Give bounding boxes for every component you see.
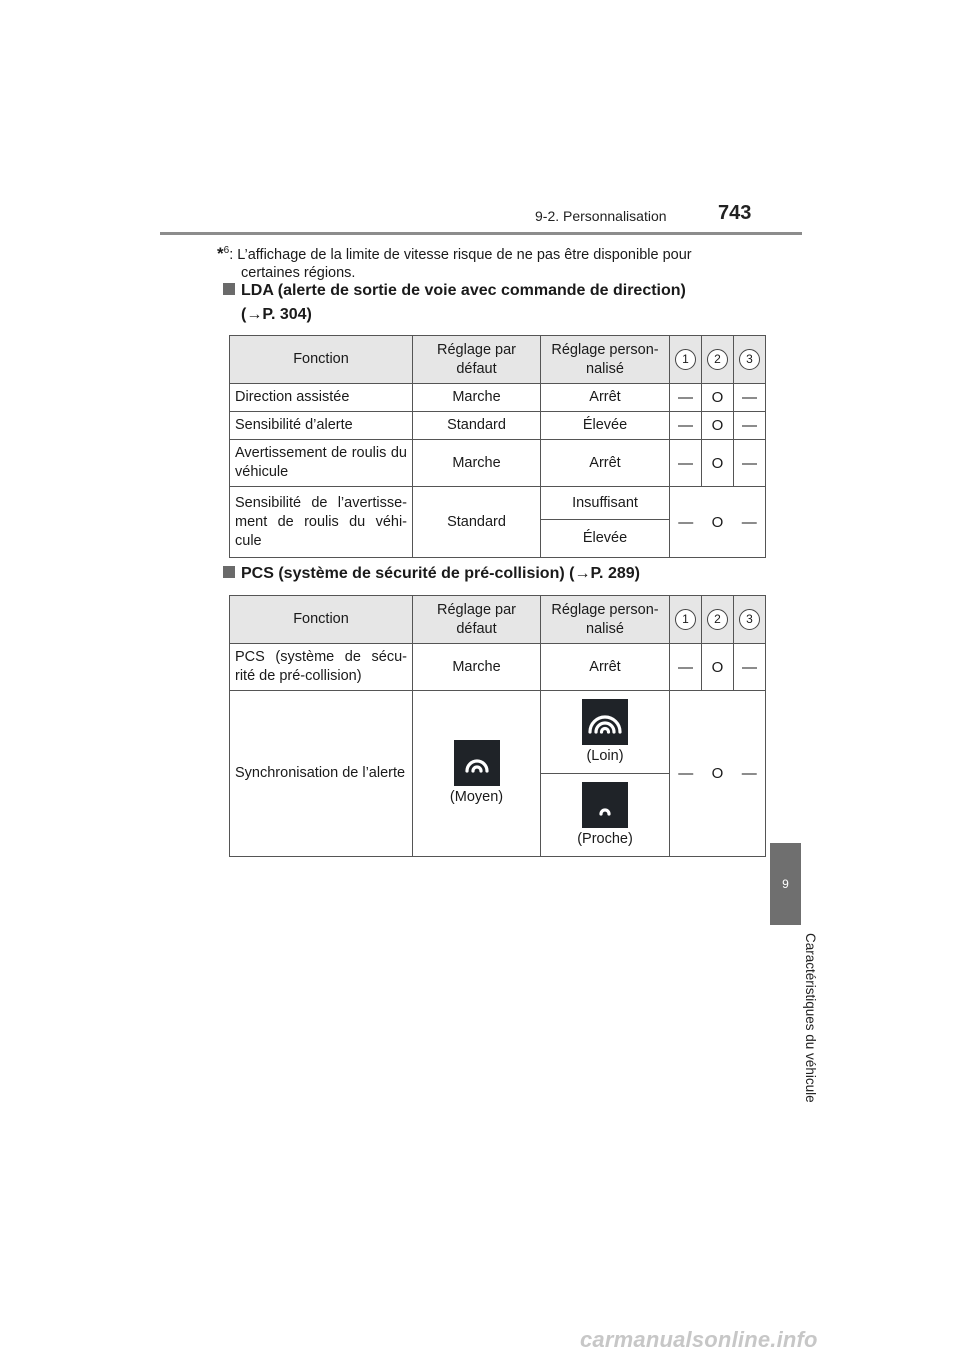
footnote-text-cont: certaines régions. bbox=[241, 264, 356, 281]
alert-timing-medium-icon bbox=[454, 740, 500, 786]
circled-number: 1 bbox=[675, 349, 696, 370]
cell-fonction: Avertissement de roulis du véhicule bbox=[230, 440, 413, 487]
cell-default: Standard bbox=[413, 487, 541, 558]
alert-timing-near-icon bbox=[582, 782, 628, 828]
cell-col-3: — bbox=[734, 384, 766, 412]
icon-caption: (Moyen) bbox=[449, 789, 504, 805]
cell-custom bbox=[541, 774, 670, 857]
cell-default: Standard bbox=[413, 412, 541, 440]
header-custom: Réglage person-nalisé bbox=[541, 596, 670, 644]
section-title-lda-text: LDA (alerte de sortie de voie avec commande de direction) bbox=[241, 282, 686, 299]
lda-settings-table bbox=[229, 335, 766, 558]
table-row bbox=[230, 691, 766, 774]
cell-custom: Arrêt bbox=[541, 440, 670, 487]
cell-col-1: — bbox=[670, 487, 702, 558]
section-title-pcs-text: PCS (système de sécurité de pré-collision) (→P. 289) bbox=[241, 565, 640, 582]
header-col-1 bbox=[670, 596, 702, 644]
cell-col-3: — bbox=[734, 691, 766, 857]
page-number: 743 bbox=[718, 202, 752, 224]
footnote bbox=[217, 242, 747, 282]
table-row bbox=[230, 412, 766, 440]
cell-col-2: O bbox=[702, 384, 734, 412]
cell-default: Marche bbox=[413, 644, 541, 691]
cell-col-3: — bbox=[734, 644, 766, 691]
circled-number: 1 bbox=[675, 609, 696, 630]
header-custom: Réglage person-nalisé bbox=[541, 336, 670, 384]
chapter-tab: 9 bbox=[770, 843, 801, 925]
cell-col-3: — bbox=[734, 440, 766, 487]
watermark: carmanualsonline.info bbox=[580, 1327, 818, 1352]
cell-col-1: — bbox=[670, 384, 702, 412]
cell-fonction: Direction assistée bbox=[230, 384, 413, 412]
icon-caption: (Loin) bbox=[586, 747, 624, 764]
header-col-3 bbox=[734, 336, 766, 384]
cell-col-1: — bbox=[670, 440, 702, 487]
header-col-3 bbox=[734, 596, 766, 644]
header-fonction: Fonction bbox=[230, 336, 413, 384]
table-header-row bbox=[230, 596, 766, 644]
section-title-lda-ref: (→P. 304) bbox=[241, 306, 312, 323]
table-row bbox=[230, 644, 766, 691]
header-col-2 bbox=[702, 336, 734, 384]
icon-caption: (Proche) bbox=[577, 830, 633, 847]
cell-custom bbox=[541, 691, 670, 774]
footnote-number: 6 bbox=[223, 245, 230, 256]
cell-fonction: Synchronisation de l’alerte bbox=[230, 691, 413, 857]
table-row bbox=[230, 440, 766, 487]
section-title-pcs bbox=[223, 562, 640, 586]
cell-default: Marche bbox=[413, 384, 541, 412]
header-rule bbox=[160, 232, 802, 235]
cell-col-2: O bbox=[702, 440, 734, 487]
cell-col-1: — bbox=[670, 691, 702, 857]
cell-fonction: PCS (système de sécu-rité de pré-collision) bbox=[230, 644, 413, 691]
cell-col-1: — bbox=[670, 412, 702, 440]
cell-custom: Arrêt bbox=[541, 384, 670, 412]
header-fonction: Fonction bbox=[230, 596, 413, 644]
cell-col-2: O bbox=[702, 644, 734, 691]
cell-col-2: O bbox=[702, 412, 734, 440]
cell-custom: Arrêt bbox=[541, 644, 670, 691]
cell-col-3: — bbox=[734, 487, 766, 558]
chapter-label-text: Caractéristiques du véhicule bbox=[803, 933, 818, 1103]
table-header-row bbox=[230, 336, 766, 384]
header-default: Réglage par défaut bbox=[413, 336, 541, 384]
cell-custom: Insuffisant bbox=[541, 487, 670, 520]
cell-fonction: Sensibilité de l’avertisse-ment de roulis du véhi-cule bbox=[230, 487, 413, 558]
table-row bbox=[230, 384, 766, 412]
chapter-label bbox=[802, 933, 822, 1123]
cell-col-3: — bbox=[734, 412, 766, 440]
circled-number: 3 bbox=[739, 349, 760, 370]
header-col-2 bbox=[702, 596, 734, 644]
header-col-1 bbox=[670, 336, 702, 384]
circled-number: 2 bbox=[707, 609, 728, 630]
header-section-title: 9-2. Personnalisation bbox=[535, 208, 667, 224]
cell-fonction: Sensibilité d’alerte bbox=[230, 412, 413, 440]
footnote-text: : L’affichage de la limite de vitesse risque de ne pas être disponible pour bbox=[229, 246, 692, 263]
cell-default bbox=[413, 691, 541, 857]
circled-number: 2 bbox=[707, 349, 728, 370]
cell-col-1: — bbox=[670, 644, 702, 691]
cell-col-2: O bbox=[702, 487, 734, 558]
cell-default: Marche bbox=[413, 440, 541, 487]
circled-number: 3 bbox=[739, 609, 760, 630]
cell-custom: Élevée bbox=[541, 412, 670, 440]
alert-timing-far-icon bbox=[582, 699, 628, 745]
table-row bbox=[230, 487, 766, 520]
cell-col-2: O bbox=[702, 691, 734, 857]
footnote-marker: * bbox=[217, 243, 224, 263]
section-square-icon bbox=[223, 283, 235, 295]
section-square-icon bbox=[223, 566, 235, 578]
cell-custom: Élevée bbox=[541, 520, 670, 558]
pcs-settings-table bbox=[229, 595, 766, 857]
header-default: Réglage par défaut bbox=[413, 596, 541, 644]
section-title-lda bbox=[223, 279, 686, 327]
